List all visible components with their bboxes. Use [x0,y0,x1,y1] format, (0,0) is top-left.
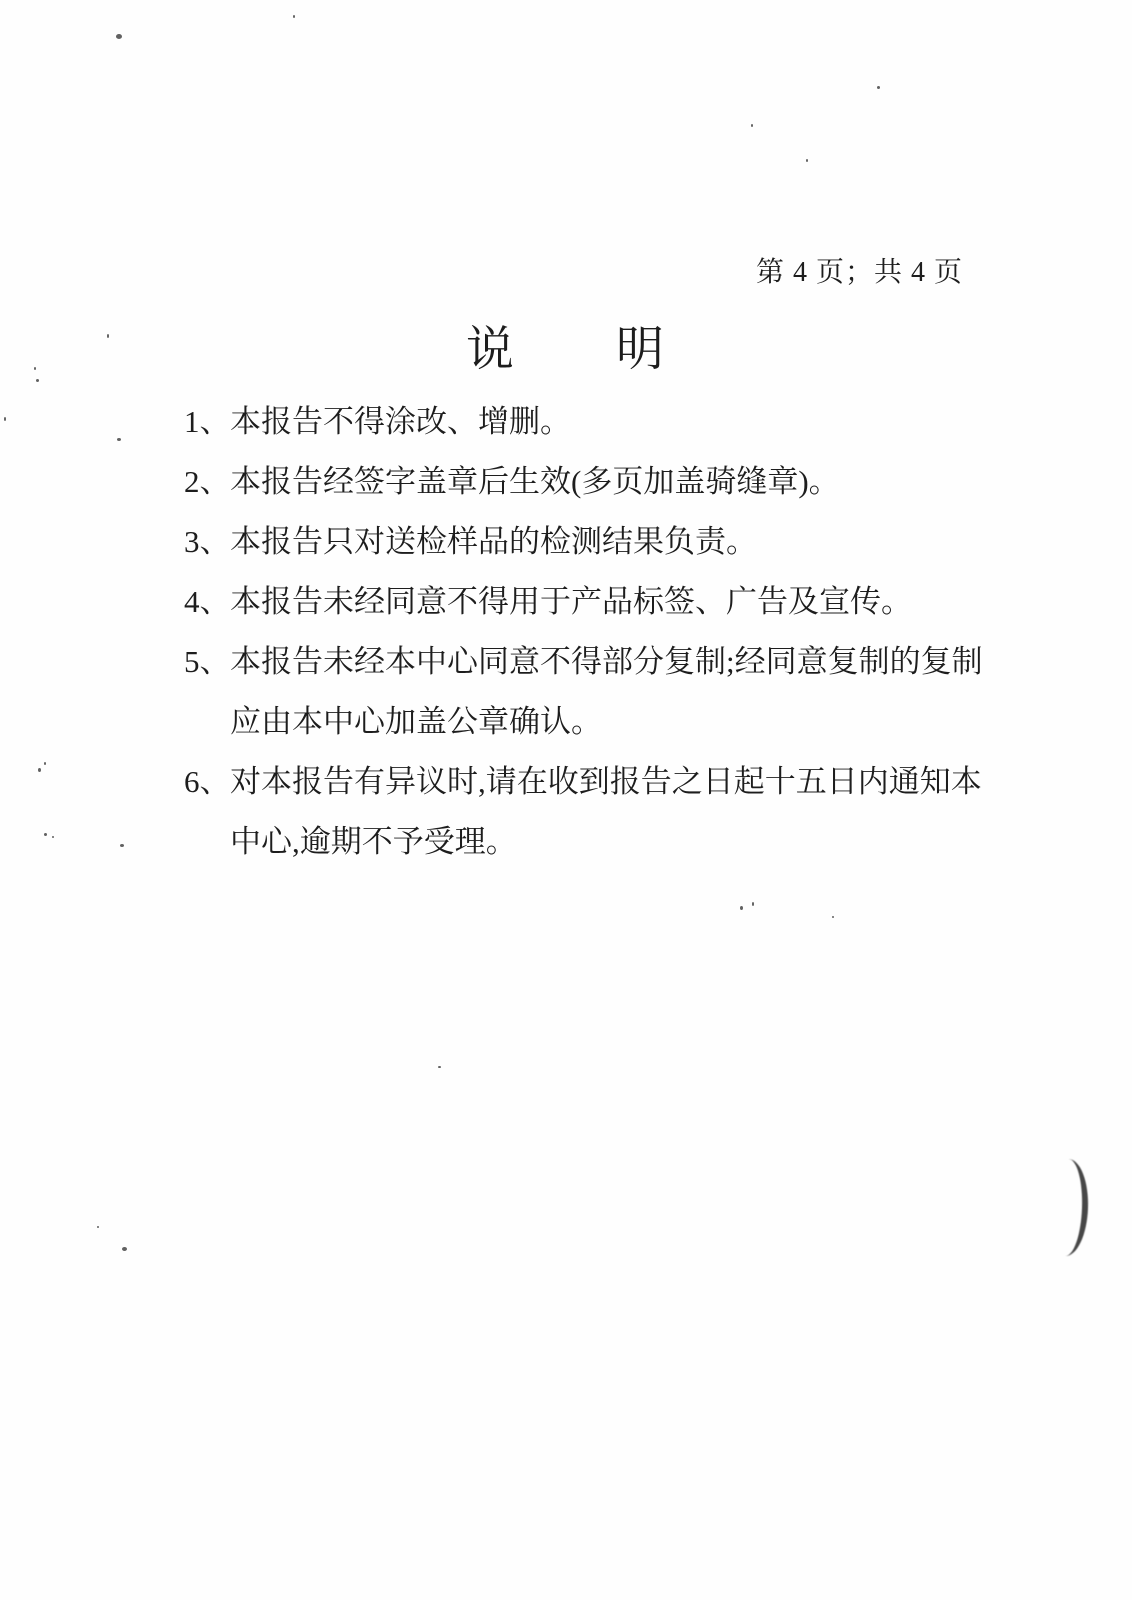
scan-speckle [36,379,39,382]
item-text: 本报告不得涂改、增删。 [230,404,571,439]
list-item [184,632,984,752]
scan-speckle [438,1066,441,1068]
item-text: 对本报告有异议时,请在收到报告之日起十五日内通知本 [230,764,982,799]
item-text: 中心,逾期不予受理。 [230,824,517,859]
list-item [184,392,984,452]
item-number: 2、 [184,464,231,499]
scan-speckle [752,902,754,906]
scan-speckle [740,906,743,910]
item-text: 本报告只对送检样品的检测结果负责。 [230,524,757,559]
scan-speckle [107,334,109,338]
list-item [184,452,984,512]
item-number: 6、 [184,764,231,799]
item-number: 4、 [184,584,231,619]
page-indicator: 第 4 页；共 4 页 [756,257,964,288]
item-text: 应由本中心加盖公章确认。 [230,704,602,739]
item-number: 3、 [184,524,231,559]
note-line [184,512,984,572]
scan-speckle [38,768,41,772]
notes-list [184,392,984,872]
scan-speckle [116,34,122,39]
note-line [184,752,984,812]
page-title: 说 明 [465,323,666,376]
scan-speckle [806,159,808,162]
scan-speckle [34,367,36,370]
item-number: 1、 [184,404,231,439]
note-line [184,572,984,632]
list-item [184,572,984,632]
list-item [184,752,984,872]
scan-curve-artifact [1044,1158,1089,1256]
note-line-continuation [184,812,984,872]
note-line-continuation [184,692,984,752]
note-line [184,392,984,452]
item-text: 本报告未经同意不得用于产品标签、广告及宣传。 [230,584,912,619]
scan-speckle [4,417,6,421]
note-line [184,632,984,692]
scan-speckle [120,844,124,847]
scan-speckle [44,762,46,765]
scan-speckle [117,438,121,441]
scan-speckle [293,15,295,18]
note-line [184,452,984,512]
scan-speckle [832,916,834,918]
scan-speckle [122,1247,127,1251]
scan-speckle [44,833,47,836]
item-text: 本报告未经本中心同意不得部分复制;经同意复制的复制 [230,644,983,679]
scan-speckle [97,1226,99,1228]
item-text: 本报告经签字盖章后生效(多页加盖骑缝章)。 [230,464,840,499]
list-item [184,512,984,572]
item-number: 5、 [184,644,231,679]
scan-speckle [52,836,54,838]
scan-speckle [877,86,880,89]
scan-speckle [751,124,753,127]
